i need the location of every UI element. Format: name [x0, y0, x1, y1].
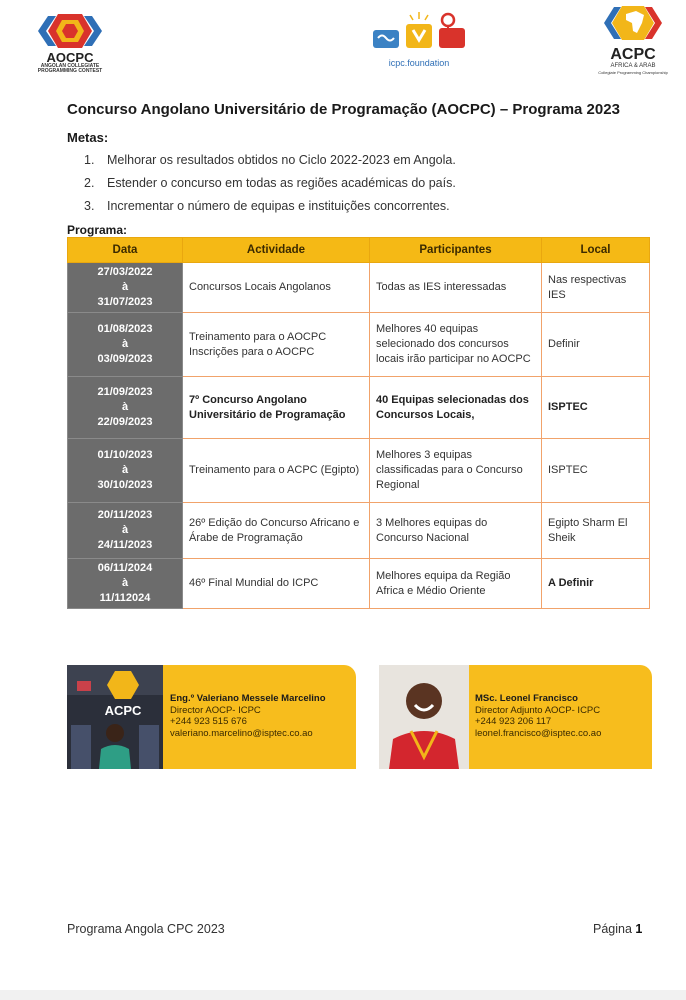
- activity-cell: 46º Final Mundial do ICPC: [183, 559, 370, 609]
- header-activity: Actividade: [183, 238, 370, 263]
- date-cell: [68, 439, 183, 503]
- local-cell: ISPTEC: [542, 377, 650, 439]
- goal-number: 1.: [84, 153, 95, 167]
- deputy-director-photo: [379, 665, 469, 769]
- icpc-foundation-logo: [364, 10, 474, 66]
- program-table: [67, 237, 650, 609]
- acpc-logo-subtitle-2: Collegiate Programming Championship: [598, 70, 668, 75]
- header-date: Data: [68, 238, 183, 263]
- table-row: [68, 439, 650, 503]
- contact-role: Director Adjunto AOCP- ICPC: [475, 704, 601, 716]
- program-heading: Programa:: [67, 223, 128, 237]
- local-cell: Egipto Sharm El Sheik: [542, 503, 650, 559]
- goal-text: Incrementar o número de equipas e instituições concorrentes.: [107, 199, 450, 213]
- contact-name: Eng.º Valeriano Messele Marcelino: [170, 693, 326, 704]
- director-photo: [67, 665, 163, 769]
- activity-cell: Concursos Locais Angolanos: [183, 263, 370, 313]
- goal-text: Melhorar os resultados obtidos no Ciclo 2022-2023 em Angola.: [107, 153, 456, 167]
- date-start: 27/03/2022: [97, 266, 153, 278]
- participants-cell: 3 Melhores equipas do Concurso Nacional: [370, 503, 542, 559]
- goal-number: 2.: [84, 176, 95, 190]
- date-start: 01/08/2023: [97, 323, 153, 335]
- director-contact-text: [170, 693, 326, 739]
- activity-cell: Treinamento para o ACPC (Egipto): [183, 439, 370, 503]
- table-header-row: [68, 238, 650, 263]
- header-local: Local: [542, 238, 650, 263]
- aocpc-logo-subtitle: ANGOLAN COLLEGIATE: [40, 63, 100, 69]
- contact-role: Director AOCP- ICPC: [170, 704, 261, 716]
- acpc-logo: [596, 4, 670, 75]
- date-start: 20/11/2023: [97, 509, 153, 521]
- photo-banner-text: ACPC: [104, 703, 142, 718]
- participants-cell: Melhores equipa da Região Africa e Médio Oriente: [370, 559, 542, 609]
- date-sep: à: [121, 281, 129, 293]
- contact-name: MSc. Leonel Francisco: [475, 693, 578, 704]
- date-end: 22/09/2023: [97, 416, 153, 428]
- goals-heading: Metas:: [67, 130, 109, 145]
- participants-cell: Todas as IES interessadas: [370, 263, 542, 313]
- date-end: 24/11/2023: [97, 539, 153, 551]
- local-cell: Definir: [542, 313, 650, 377]
- contact-phone: +244 923 206 117: [475, 716, 552, 727]
- page-number: 1: [635, 922, 643, 936]
- contact-email[interactable]: valeriano.marcelino@isptec.co.ao: [170, 727, 313, 739]
- date-end: 31/07/2023: [97, 296, 153, 308]
- goal-item: [84, 150, 456, 173]
- aocpc-logo-icon: [34, 12, 106, 50]
- aocpc-logo: [28, 12, 112, 80]
- table-row: [68, 313, 650, 377]
- date-sep: à: [121, 401, 129, 413]
- goal-item: [84, 196, 456, 219]
- date-cell: [68, 313, 183, 377]
- goals-list: [84, 150, 456, 219]
- table-row: [68, 559, 650, 609]
- date-sep: à: [121, 524, 129, 536]
- footer-page-number: [593, 922, 642, 936]
- goal-item: [84, 173, 456, 196]
- date-cell: [68, 559, 183, 609]
- date-cell: [68, 503, 183, 559]
- activity-cell: 7º Concurso Angolano Universitário de Programação: [183, 377, 370, 439]
- page-label: Página: [593, 922, 632, 936]
- local-cell: A Definir: [542, 559, 650, 609]
- table-row: [68, 263, 650, 313]
- icpc-foundation-icon: [369, 10, 469, 52]
- date-sep: à: [121, 464, 129, 476]
- acpc-logo-subtitle: AFRICA & ARAB: [610, 63, 656, 69]
- date-cell: [68, 377, 183, 439]
- date-start: 01/10/2023: [97, 449, 153, 461]
- participants-cell: 40 Equipas selecionadas dos Concursos Locais,: [370, 377, 542, 439]
- page-bottom-strip: [0, 990, 686, 1000]
- contact-email[interactable]: leonel.francisco@isptec.co.ao: [475, 727, 602, 739]
- acpc-logo-icon: [602, 4, 664, 42]
- participants-cell: Melhores 3 equipas classificadas para o Concurso Regional: [370, 439, 542, 503]
- table-row: [68, 377, 650, 439]
- date-start: 21/09/2023: [97, 386, 153, 398]
- goal-number: 3.: [84, 199, 95, 213]
- local-cell: ISPTEC: [542, 439, 650, 503]
- deputy-contact-text: [475, 693, 601, 739]
- local-cell: Nas respectivas IES: [542, 263, 650, 313]
- date-sep: à: [121, 338, 129, 350]
- header-participants: Participantes: [370, 238, 542, 263]
- activity-cell: Treinamento para o AOCPC Inscrições para o AOCPC: [183, 313, 370, 377]
- icpc-foundation-label: icpc.foundation: [388, 58, 450, 68]
- contact-card-director: [67, 665, 356, 769]
- participants-cell: Melhores 40 equipas selecionado dos concursos locais irão participar no AOCPC: [370, 313, 542, 377]
- date-cell: [68, 263, 183, 313]
- activity-cell: 26º Edição do Concurso Africano e Árabe de Programação: [183, 503, 370, 559]
- table-row: [68, 503, 650, 559]
- aocpc-logo-subtitle-2: PROGRAMMING CONTEST: [37, 68, 103, 74]
- date-start: 06/11/2024: [97, 562, 153, 574]
- acpc-logo-title: ACPC: [610, 46, 656, 63]
- date-end: 30/10/2023: [97, 479, 153, 491]
- contact-card-deputy-director: [379, 665, 652, 769]
- date-end: 11/112024: [99, 592, 151, 604]
- date-sep: à: [121, 577, 129, 589]
- date-end: 03/09/2023: [97, 353, 153, 365]
- document-title: Concurso Angolano Universitário de Programação (AOCPC) – Programa 2023: [67, 101, 620, 118]
- aocpc-logo-title: AOCPC: [46, 50, 94, 65]
- footer-document-name: Programa Angola CPC 2023: [67, 922, 225, 936]
- contact-phone: +244 923 515 676: [170, 716, 247, 727]
- goal-text: Estender o concurso em todas as regiões académicas do país.: [107, 176, 456, 190]
